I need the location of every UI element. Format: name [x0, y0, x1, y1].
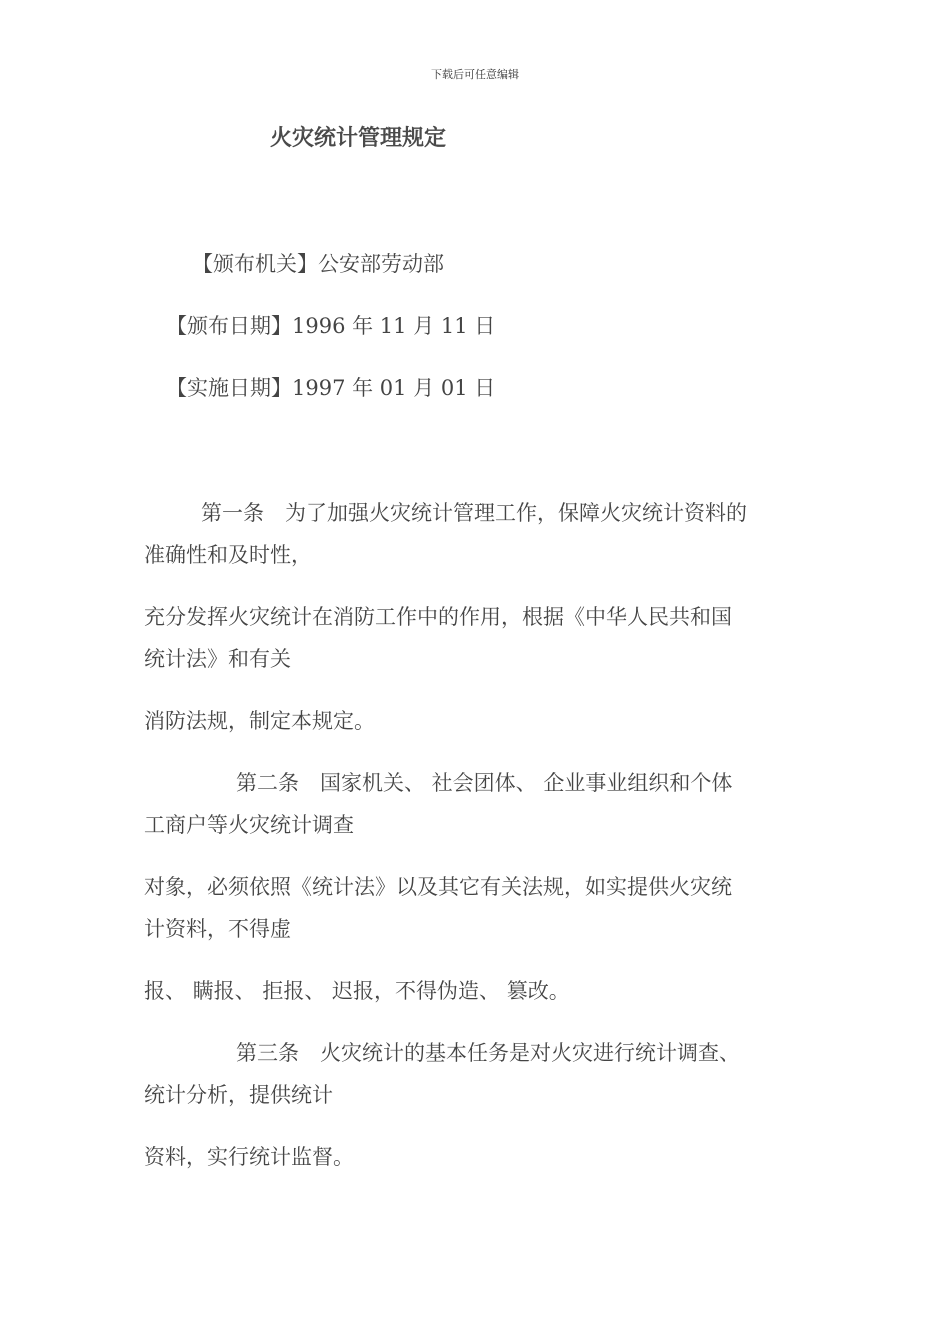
page-header-note: 下载后可任意编辑 [431, 68, 519, 81]
meta-effective-date-label: 【实施日期】 [166, 376, 292, 400]
meta-effective-date-value: 1997 年 01 月 01 日 [292, 376, 496, 400]
body-line: 充分发挥火灾统计在消防工作中的作用，根据《中华人民共和国 [144, 605, 732, 629]
body-line: 计资料，不得虚 [144, 917, 291, 941]
body-line: 第一条 为了加强火灾统计管理工作，保障火灾统计资料的 [201, 501, 747, 525]
body-line: 工商户等火灾统计调查 [144, 813, 354, 837]
body-line: 第三条 火灾统计的基本任务是对火灾进行统计调查、 [236, 1041, 740, 1065]
meta-issue-date-value: 1996 年 11 月 11 日 [292, 314, 496, 338]
body-line: 统计分析，提供统计 [144, 1083, 333, 1107]
body-line: 准确性和及时性， [144, 543, 312, 567]
meta-issuer-value: 公安部劳动部 [318, 252, 444, 276]
body-line: 统计法》和有关 [144, 647, 291, 671]
meta-issuer [192, 248, 444, 278]
body-line: 报、 瞒报、 拒报、 迟报，不得伪造、 篡改。 [144, 979, 570, 1003]
body-line: 对象，必须依照《统计法》以及其它有关法规，如实提供火灾统 [144, 875, 732, 899]
meta-issuer-label: 【颁布机关】 [192, 252, 318, 276]
meta-effective-date [166, 372, 495, 402]
meta-issue-date [166, 310, 495, 340]
body-line: 资料，实行统计监督。 [144, 1145, 354, 1169]
meta-issue-date-label: 【颁布日期】 [166, 314, 292, 338]
document-title: 火灾统计管理规定 [270, 126, 447, 151]
body-line: 消防法规，制定本规定。 [144, 709, 375, 733]
body-line: 第二条 国家机关、 社会团体、 企业事业组织和个体 [236, 771, 733, 795]
